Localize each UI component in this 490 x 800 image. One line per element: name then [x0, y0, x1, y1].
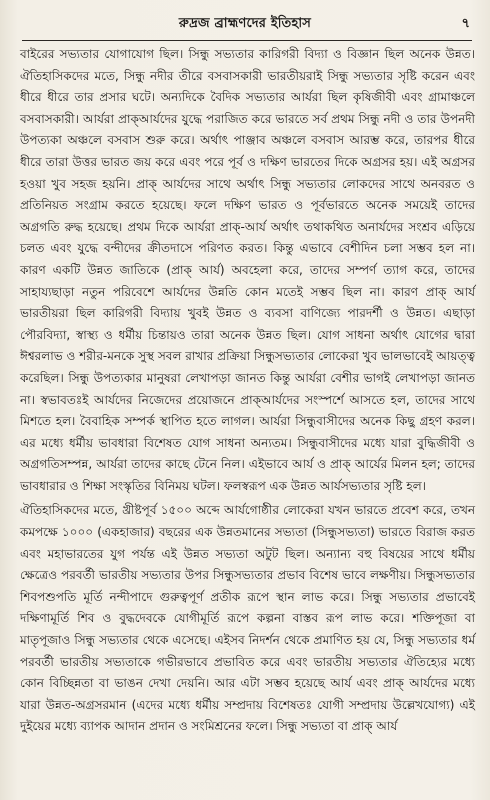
body-text	[20, 44, 475, 738]
paragraph-1: বাইরের সভ্যতার যোগাযোগ ছিল। সিন্ধু সভ্যতার কারিগরী বিদ্যা ও বিজ্ঞান ছিল অনেক উন্নত। ঐতিহাসিকদের মতে, সিন্ধু নদীর তীরে বসবাসকারী ভারতীয়রাই সিন্ধু সভ্যতার সৃষ্টি করেন এবং ধীরে ধীরে তার প্রসার ঘটে। অন্যদিকে বৈদিক সভ্যতার আর্যরা ছিল কৃষিজীবী এবং গ্রামাঞ্চলে বসবাসকারী। আর্যরা প্রাক্‌আর্যদের যুদ্ধে পরাজিত করে ভারতে সর্ব প্রথম সিন্ধু নদী ও তার উপনদী উপত্যকা অঞ্চলে বসবাস শুরু করে। অর্থাৎ পাঞ্জাব অঞ্চলে বসবাস আরম্ভ করে, তারপর ধীরে ধীরে তারা উত্তর ভারত জয় করে এবং পরে পূর্ব ও দক্ষিণ ভারতের দিকে অগ্রসর হয়। এই অগ্রসর হওয়া খুব সহজ হয়নি। প্রাক্‌ আর্যদের সাথে অর্থাৎ সিন্ধু সভ্যতার লোকদের সাথে অনবরত ও প্রতিনিয়ত সংগ্রাম করতে হয়েছে। ফলে দক্ষিণ ভারত ও পূর্বভারতে অনেক সময়েই তাদের অগ্রগতি রুদ্ধ হয়েছে। প্রথম দিকে আর্যরা প্রাক্‌-আর্য অর্থাৎ তথাকথিত অনার্যদের সংশ্রব এড়িয়ে চলত এবং যুদ্ধে বন্দীদের ক্রীতদাসে পরিণত করত। কিন্তু এভাবে বেশীদিন চলা সম্ভব হল না। কারণ একটি উন্নত জাতিকে (প্রাক্‌ আর্য) অবহেলা করে, তাদের সম্পর্ণ ত্যাগ করে, তাদের সাহায্যছাড়া নতুন পরিবেশে আর্যদের উন্নতি কোন মতেই সম্ভব ছিল না। কারণ প্রাক্‌ আর্য ভারতীয়রা ছিল কারিগরী বিদ্যায় খুবই উন্নত ও ব্যবসা বাণিজ্যে পারদর্শী ও উন্নত। এছাড়া পৌরবিদ্যা, স্বাস্থ্য ও ধর্মীয় চিন্তায়ও তারা অনেক উন্নত ছিল। যোগ সাধনা অর্থাৎ যোগের দ্বারা ঈশ্বরলাভ ও শরীর-মনকে সুস্থ সবল রাখার প্রক্রিয়া সিন্ধুসভ্যতার লোকেরা খুব ভালভাবেই আয়ত্ত্ব করেছিল। সিন্ধু উপত্যকার মানুষরা লেখাপড়া জানত কিন্তু আর্যরা বেশীর ভাগই লেখাপড়া জানত না। স্বভাবতঃই আর্যদের নিজেদের প্রয়োজনে প্রাক্‌আর্যদের সংস্পর্শে আসতে হল, তাদের সাথে মিশতে হল। বৈবাহিক সম্পর্ক স্থাপিত হতে লাগল। আর্যরা সিন্ধুবাসীদের অনেক কিছু গ্রহণ করল। এর মধ্যে ধর্মীয় ভাবধারা বিশেষত যোগ সাধনা অন্যতম। সিন্ধুবাসীদের মধ্যে যারা বুদ্ধিজীবী ও অগ্রগতিসম্পন্ন, আর্যরা তাদের কাছে টেনে নিল। এইভাবে আর্য ও প্রাক্‌ আর্যের মিলন হল; তাদের ভাবধারার ও শিক্ষা সংস্কৃতির বিনিময় ঘটল। ফলস্বরূপ এক উন্নত আর্যসভ্যতার সৃষ্টি হল।	[20, 47, 475, 493]
page-header	[0, 14, 490, 36]
page-number: ৭	[461, 16, 470, 31]
paragraph-2: ঐতিহাসিকদের মতে, খ্রীষ্টপূর্ব ১৫০০ অব্দে আর্যগোষ্ঠীর লোকেরা যখন ভারতে প্রবেশ করে, তখন কমপক্ষে ১০০০ (একহাজার) বছরের এক উন্নতমানের সভ্যতা (সিন্ধুসভ্যতা) ভারতে বিরাজ করত এবং মহাভারতের যুগ পর্যন্ত এই উন্নত সভ্যতা অটুট ছিল। অন্যান্য বহু বিষয়ের সাথে ধর্মীয় ক্ষেত্রেও পরবর্তী ভারতীয় সভ্যতার উপর সিন্ধুসভ্যতার প্রভাব বিশেষ ভাবে লক্ষণীয়। সিন্ধুসভ্যতার শিবপশুপতি মূর্তি নন্দীপাদে গুরুত্বপূর্ণ প্রতীক রূপে স্থান লাভ করে। সিন্ধু সভ্যতার প্রভাবেই দক্ষিণামূর্তি শিব ও বুদ্ধদেবকে যোগীমূর্তি রূপে কল্পনা বাস্তব রূপ লাভ করে। শক্তিপূজা বা মাতৃপূজাও সিন্ধু সভ্যতার থেকে এসেছে। এইসব নিদর্শন থেকে প্রমাণিত হয় যে, সিন্ধু সভ্যতার ধর্ম পরবর্তী ভারতীয় সভ্যতাকে গভীরভাবে প্রভাবিত করে এবং ভারতীয় সভ্যতার ঐতিহ্যের মধ্যে কোন বিচ্ছিন্নতা বা ভাঙন দেখা দেয়নি। আর এটা সম্ভব হয়েছে আর্য এবং প্রাক্‌ আর্যদের মধ্যে যারা উন্নত-অগ্রসরমান (এদের মধ্যে ধর্মীয় সম্প্রদায় বিশেষতঃ যোগী সম্প্রদায় উল্লেখযোগ্য) এই দুইয়ের মধ্যে ব্যাপক আদান প্রদান ও সংমিশ্রনের ফলে। সিন্ধু সভ্যতা বা প্রাক্‌ আর্য	[20, 503, 475, 734]
header-rule	[22, 40, 472, 41]
running-title: রুদ্রজ ব্রাহ্মণদের ইতিহাস	[178, 16, 312, 31]
